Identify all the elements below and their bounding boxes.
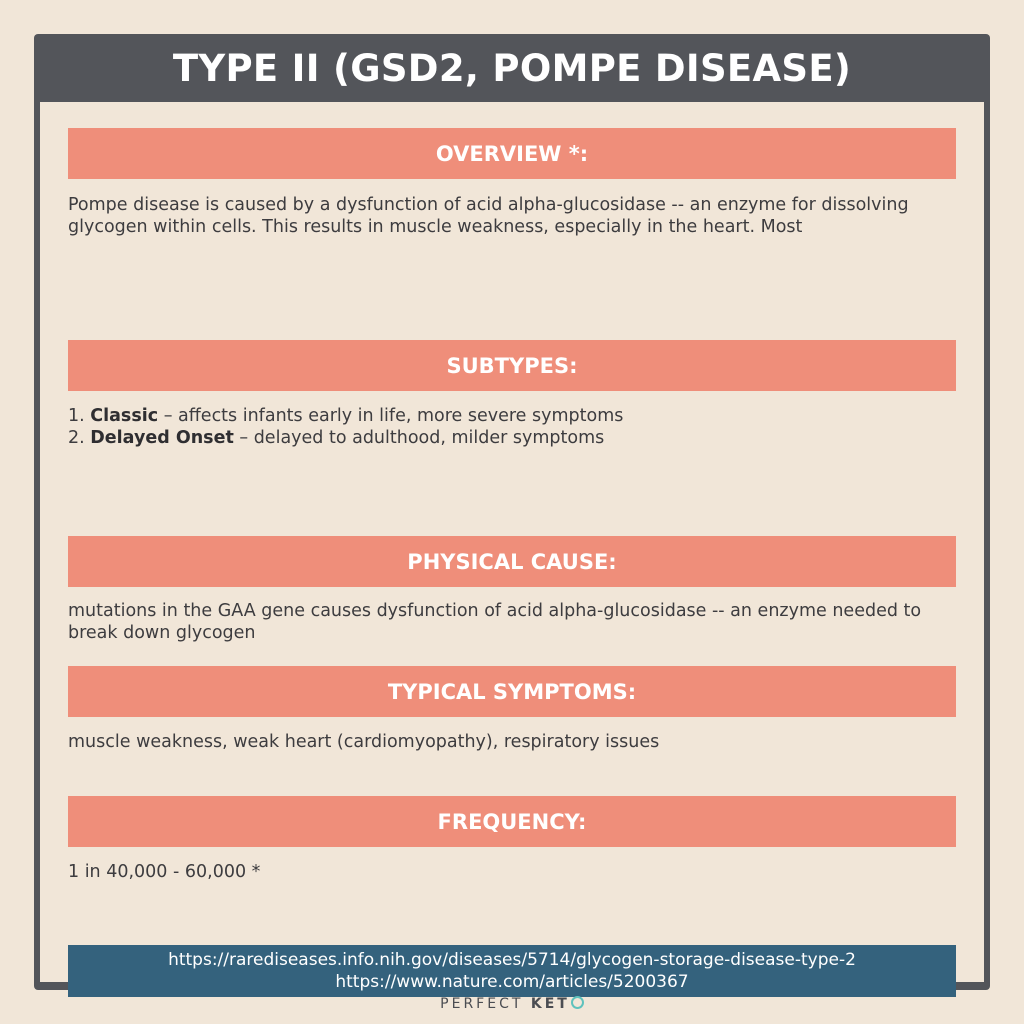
overview-heading: OVERVIEW *: [68, 128, 956, 179]
source-link-nih[interactable]: https://rarediseases.info.nih.gov/diseases/5714/glycogen-storage-disease-type-2 [168, 950, 856, 970]
subtype-item [68, 405, 968, 427]
subtype-description: – delayed to adulthood, milder symptoms [233, 428, 605, 448]
subtype-description: – affects infants early in life, more severe symptoms [158, 406, 624, 426]
ring-o-icon [571, 996, 584, 1009]
physical-cause-text: mutations in the GAA gene causes dysfunction of acid alpha-glucosidase -- an enzyme needed to break down glycogen [68, 601, 922, 643]
infographic-frame [34, 34, 990, 990]
page-title: TYPE II (GSD2, POMPE DISEASE) [172, 46, 852, 90]
sources-box [68, 945, 956, 997]
subtype-item [68, 427, 968, 449]
subtypes-list [68, 405, 968, 449]
content-panel [40, 102, 984, 992]
subtype-number: 1. [68, 406, 85, 426]
frequency-text: 1 in 40,000 - 60,000 * [68, 862, 261, 882]
frequency-heading: FREQUENCY: [68, 796, 956, 847]
physical-cause-heading: PHYSICAL CAUSE: [68, 536, 956, 587]
subtype-number: 2. [68, 428, 85, 448]
subtype-name: Classic [90, 406, 159, 426]
source-link-nature[interactable]: https://www.nature.com/articles/5200367 [335, 972, 689, 992]
symptoms-text: muscle weakness, weak heart (cardiomyopathy), respiratory issues [68, 732, 660, 752]
brand-word-perfect: PERFECT [440, 996, 524, 1012]
subtypes-heading: SUBTYPES: [68, 340, 956, 391]
subtype-name: Delayed Onset [90, 428, 234, 448]
symptoms-heading: TYPICAL SYMPTOMS: [68, 666, 956, 717]
brand-logo [0, 996, 1024, 1012]
overview-text: Pompe disease is caused by a dysfunction of acid alpha-glucosidase -- an enzyme for dissolving glycogen within cells. This results in muscle weakness, especially in the heart. Most [68, 195, 909, 237]
brand-word-keto: KET [530, 996, 570, 1012]
